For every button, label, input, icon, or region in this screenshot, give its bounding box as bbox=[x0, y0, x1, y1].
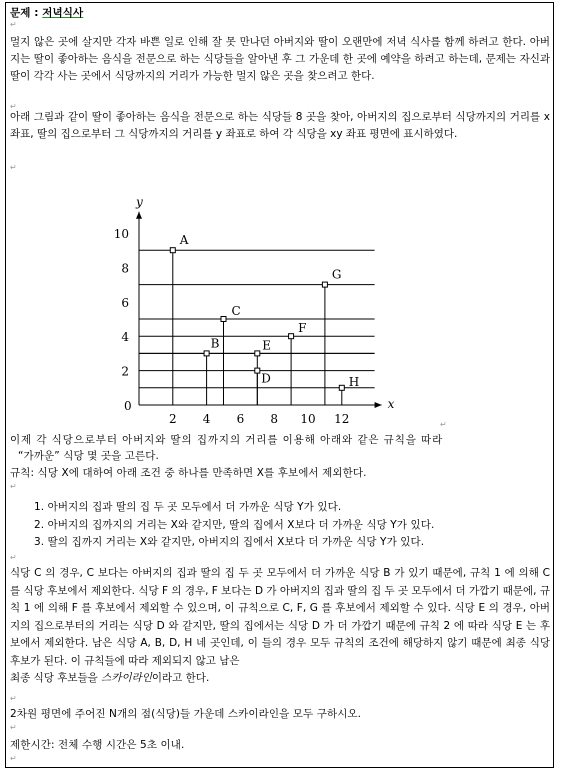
x-tick-label: 10 bbox=[300, 412, 316, 426]
figure-intro-paragraph: 아래 그림과 같이 딸이 좋아하는 음식을 전문으로 하는 식당들 8 곳을 찾아, 아버지의 집으로부터 식당까지의 거리를 x 좌표, 딸의 집으로부터 그 식당까지의 거리를 y 좌표로 하여 각 식당을 xy 좌표 평면에 표시하였다. bbox=[10, 111, 550, 140]
data-point bbox=[170, 248, 175, 253]
paragraph-mark: ↵ bbox=[10, 754, 17, 763]
point-label: E bbox=[262, 338, 272, 353]
data-point bbox=[255, 351, 260, 356]
x-tick-label: 8 bbox=[270, 412, 279, 426]
y-axis-arrow bbox=[136, 212, 142, 219]
rule-intro-2: “가까운” 식당 몇 곳을 고른다. bbox=[18, 450, 159, 462]
time-limit: 제한시간: 전체 수행 시간은 5초 이내. bbox=[10, 739, 185, 751]
paragraph-mark: ↵ bbox=[10, 723, 17, 732]
data-point bbox=[322, 282, 327, 287]
y-tick-label: 2 bbox=[121, 364, 129, 379]
paragraph-mark: ↵ bbox=[10, 482, 17, 491]
x-axis-arrow bbox=[375, 402, 382, 408]
chart-layer bbox=[114, 195, 395, 426]
point-label: H bbox=[348, 374, 360, 389]
data-point bbox=[339, 385, 344, 390]
x-tick-label: 4 bbox=[202, 412, 211, 426]
intro-paragraph: 멀지 않은 곳에 살지만 각자 바쁜 일로 인해 잘 못 만나던 아버지와 딸이 오랜만에 저녁 식사를 함께 하려고 한다. 아버지는 딸이 좋아하는 음식을 전문으로 하는 식당들을 알아낸 후 그 가운데 한 곳에 예약을 하려고 하는데, 문제는 자신과 딸이 각각 사는 곳에서 식당까지의 거리가 가능한 멀지 않은 곳을 찾으려고 한다. bbox=[10, 36, 550, 82]
y-tick-label: 8 bbox=[121, 261, 129, 276]
title-name: 저녁식사 bbox=[42, 7, 84, 19]
origin-label: 0 bbox=[124, 399, 132, 413]
point-label: F bbox=[298, 321, 307, 336]
skyline-term: 스카이라인 bbox=[101, 672, 152, 684]
data-point bbox=[289, 334, 294, 339]
y-axis-label: y bbox=[136, 194, 143, 209]
point-label: B bbox=[210, 336, 220, 351]
x-tick-label: 6 bbox=[236, 412, 245, 426]
task-statement: 2차원 평면에 주어진 N개의 점(식당)들 가운데 스카이라인을 모두 구하시오. bbox=[10, 708, 362, 720]
x-axis-label: x bbox=[387, 397, 395, 411]
x-tick-label: 2 bbox=[168, 412, 177, 426]
rule-intro-3: 규칙: 식당 X에 대하여 아래 조건 중 하나를 만족하면 X를 후보에서 제외한다. bbox=[10, 467, 367, 479]
point-label: A bbox=[179, 233, 189, 248]
paragraph-mark: ↵ bbox=[10, 102, 17, 111]
data-point bbox=[221, 317, 226, 322]
data-point bbox=[204, 351, 209, 356]
point-label: D bbox=[261, 371, 271, 386]
title-label: 문제 : bbox=[10, 7, 43, 19]
rule-item: 2. 아버지의 집까지의 거리는 X와 같지만, 딸의 집에서 X보다 더 가까운 식당 Y가 있다. bbox=[34, 519, 435, 531]
x-tick-label: 12 bbox=[334, 412, 350, 426]
y-tick-label: 6 bbox=[121, 295, 129, 310]
paragraph-mark: ↵ bbox=[440, 420, 447, 429]
point-label: G bbox=[331, 267, 342, 282]
explanation-paragraph: 식당 C 의 경우, C 보다는 아버지의 집과 딸의 집 두 곳 모두에서 더 가까운 식당 B 가 있기 때문에, 규칙 1 에 의해 C 를 식당 후보에서 제외한다. 식당 F 의 경우, F 보다는 D 가 아버지의 집과 딸의 집 두 곳 모두에서 더 가깝기 때문에, 규칙 1 에 의해 F 를 후보에서 제외할 수 있으며, 이 규칙으로 C, F, G 를 후보에서 제외할 수 있다. 식당 E 의 경우, 아버지의 집으로부터의 거리는 식당 D 와 같지만, 딸의 집에서는 식당 D 가 더 가깝기 때문에 규칙 2 에 따라 식당 E 는 후보에서 제외한다. 남은 식당 A, B, D, H 네 곳인데, 이 들의 경우 모두 규칙의 조건에 해당하지 않기 때문에 최종 식당 후보가 된다. 이 규칙들에 따라 제외되지 않고 남은 최종 식당 후보들을 스카이라인이라고 한다. bbox=[10, 567, 550, 684]
paragraph-mark: ↵ bbox=[10, 553, 17, 562]
rule-intro-1: 이제 각 식당으로부터 아버지와 딸의 집까지의 거리를 이용해 아래와 같은 규칙을 따라 bbox=[10, 434, 444, 446]
data-point bbox=[255, 368, 260, 373]
point-label: C bbox=[231, 304, 241, 318]
paragraph-mark: ↵ bbox=[10, 163, 17, 172]
rule-item: 1. 아버지의 집과 딸의 집 두 곳 모두에서 더 가까운 식당 Y가 있다. bbox=[34, 501, 342, 513]
paragraph-mark: ↵ bbox=[10, 20, 17, 29]
restaurant-scatter-chart bbox=[108, 178, 448, 426]
y-tick-label: 10 bbox=[113, 227, 129, 241]
y-tick-label: 4 bbox=[121, 330, 129, 345]
problem-title bbox=[10, 6, 550, 20]
paragraph-mark: ↵ bbox=[10, 694, 17, 703]
rule-item: 3. 딸의 집까지 거리는 X와 같지만, 아버지의 집에서 X보다 더 가까운 식당 Y가 있다. bbox=[34, 536, 425, 548]
